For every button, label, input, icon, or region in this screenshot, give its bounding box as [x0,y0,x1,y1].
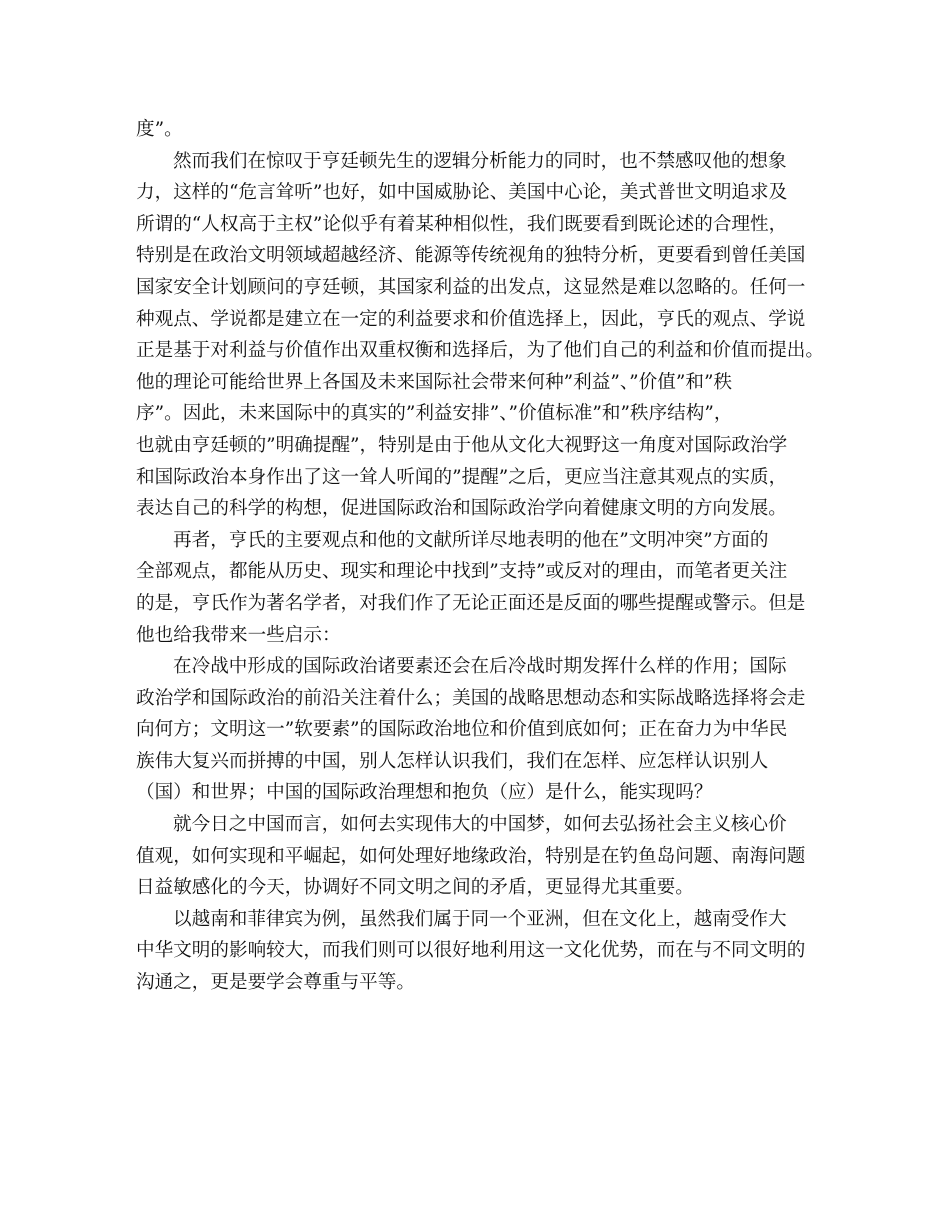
text-line: 向何方；文明这一”软要素”的国际政治地位和价值到底如何；正在奋力为中华民 [136,719,788,741]
text-line: 政治学和国际政治的前沿关注着什么；美国的战略思想动态和实际战略选择将会走 [136,687,806,709]
text-line: 族伟大复兴而拼搏的中国，别人怎样认识我们，我们在怎样、应怎样认识别人 [136,750,769,772]
text-line: 表达自己的科学的构想，促进国际政治和国际政治学向着健康文明的方向发展。 [136,498,787,520]
text-line: （国）和世界；中国的国际政治理想和抱负（应）是什么，能实现吗？ [136,782,713,804]
paragraph-author-focus [136,525,826,651]
text-line: 中华文明的影响较大，而我们则可以很好地利用这一文化优势，而在与不同文明的 [136,940,806,962]
document-body [136,114,826,999]
text-line: 序”。因此，未来国际中的真实的”利益安排”、”价值标准”和”秩序结构”， [136,403,733,425]
text-line: 和国际政治本身作出了这一耸人听闻的”提醒”之后，更应当注意其观点的实质， [136,466,788,488]
text-line: 在冷战中形成的国际政治诸要素还会在后冷战时期发挥什么样的作用；国际 [173,656,787,678]
text-line: 再者，亨氏的主要观点和他的文献所详尽地表明的他在”文明冲突”方面的 [173,529,769,551]
text-line: 以越南和菲律宾为例，虽然我们属于同一个亚洲，但在文化上，越南受作大 [173,908,787,930]
text-line: 沟通之，更是要学会尊重与平等。 [136,972,415,994]
text-line: 全部观点，都能从历史、现实和理论中找到”支持”或反对的理由，而笔者更关注 [136,561,788,583]
paragraph-huntington-imagination [136,146,826,525]
paragraph-questions [136,651,826,809]
paragraph-continuation [136,114,826,146]
text-line: 值观，如何实现和平崛起，如何处理好地缘政治，特别是在钓鱼岛问题、南海问题 [136,845,806,867]
paragraph-vietnam-philippines [136,904,826,999]
text-line: 国家安全计划顾问的亨廷顿，其国家利益的出发点，这显然是难以忽略的。任何一 [136,276,806,298]
paragraph-china-today [136,809,826,904]
text-line: 力，这样的“危言耸听”也好，如中国威胁论、美国中心论，美式普世文明追求及 [136,182,788,204]
text-line: 他也给我带来一些启示： [136,624,341,646]
text-line: 正是基于对利益与价值作出双重权衡和选择后，为了他们自己的利益和价值而提出。 [136,340,824,362]
text-line: 度”。 [136,119,183,140]
text-line: 也就由亨廷顿的”明确提醒”，特别是由于他从文化大视野这一角度对国际政治学 [136,434,788,456]
text-line: 日益敏感化的今天，协调好不同文明之间的矛盾，更显得尤其重要。 [136,877,694,899]
text-line: 就今日之中国而言，如何去实现伟大的中国梦，如何去弘扬社会主义核心价 [173,814,787,836]
text-line: 种观点、学说都是建立在一定的利益要求和价值选择上，因此，亨氏的观点、学说 [136,308,806,330]
text-line: 特别是在政治文明领域超越经济、能源等传统视角的独特分析，更要看到曾任美国 [136,245,806,267]
text-line: 所谓的“人权高于主权”论似乎有着某种相似性，我们既要看到既论述的合理性， [136,213,788,235]
text-line: 他的理论可能给世界上各国及未来国际社会带来何种”利益”、”价值”和”秩 [136,371,733,393]
text-line: 的是，亨氏作为著名学者，对我们作了无论正面还是反面的哪些提醒或警示。但是 [136,592,806,614]
text-line: 然而我们在惊叹于亨廷顿先生的逻辑分析能力的同时，也不禁感叹他的想象 [173,150,787,172]
